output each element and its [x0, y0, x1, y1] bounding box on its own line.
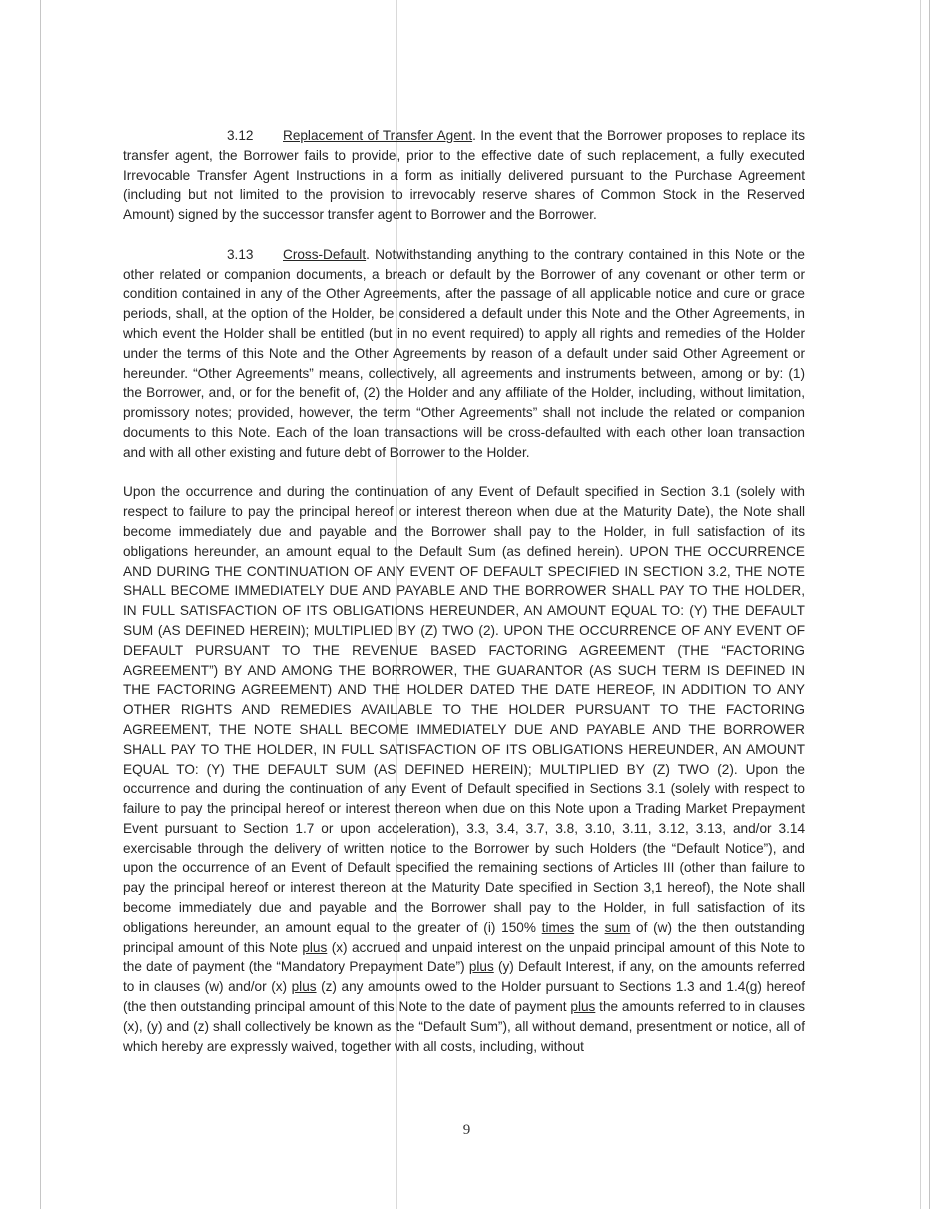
section-number: 3.13: [227, 246, 254, 262]
scan-right-margin-line: [920, 0, 921, 1209]
underlined-term: plus: [291, 979, 317, 995]
paragraph-text: (y) Default Interest, if any, on the amounts referred to in clauses (w) and/or (x): [123, 959, 806, 995]
underlined-term: plus: [468, 959, 494, 975]
scan-left-margin-line: [40, 0, 41, 1209]
paragraph-text: (x) accrued and unpaid interest on the unpaid principal amount of this Note to the date of payment (the “Mandatory Prepayment Date”): [123, 939, 805, 975]
document-body: [123, 126, 805, 1076]
section-text: . Notwithstanding anything to the contrary contained in this Note or the other related or companion documents, a breach or default by the Borrower of any covenant or other term or condition contained in any of the Other Agreements, after the passage of all applicable notice and cure or grace periods, shall, at the option of the Holder, be considered a default under this Note and the Other Agreements, in which event the Holder shall be entitled (but in no event required) to apply all rights and remedies of the Holder under the terms of this Note and the Other Agreements by reason of a default under said Other Agreement or hereunder. “Other Agreements” means, collectively, all agreements and instruments between, among or by: (1) the Borrower, and, or for the benefit of, (2) the Holder and any affiliate of the Holder, including, without limitation, promissory notes; provided, however, the term “Other Agreements” shall not include the related or companion documents to this Note. Each of the loan transactions will be cross-defaulted with each other loan transaction and with all other existing and future debt of Borrower to the Holder.: [123, 246, 805, 460]
page-number: 9: [462, 1122, 471, 1138]
section-text: . In the event that the Borrower proposes to replace its transfer agent, the Borrower fails to provide, prior to the effective date of such replacement, a fully executed Irrevocable Transfer Agent Instructions in a form as initially delivered pursuant to the Purchase Agreement (including but not limited to the provision to irrevocably reserve shares of Common Stock in the Reserved Amount) signed by the successor transfer agent to Borrower and the Borrower.: [123, 128, 805, 223]
section-3-12: [123, 126, 805, 225]
scan-right-edge-line: [929, 0, 930, 1209]
paragraph-text: the: [574, 919, 605, 935]
underlined-term: times: [541, 919, 575, 935]
section-3-13: [123, 245, 805, 463]
section-number: 3.12: [227, 128, 254, 143]
section-heading: Replacement of Transfer Agent: [283, 128, 473, 143]
paragraph-text: of (w) the then outstanding principal amount of this Note: [123, 919, 805, 955]
underlined-term: sum: [604, 919, 631, 935]
paragraph-text: Upon the occurrence and during the continuation of any Event of Default specified in Section 3.1 (solely with respect to failure to pay the principal hereof or interest thereon when due at the Maturity Date), the Note shall become immediately due and payable and the Borrower shall pay to the Holder, in full satisfaction of its obligations hereunder, an amount equal to the Default Sum (as defined herein). UPON THE OCCURRENCE AND DURING THE CONTINUATION OF ANY EVENT OF DEFAULT SPECIFIED IN SECTION 3.2, THE NOTE SHALL BECOME IMMEDIATELY DUE AND PAYABLE AND THE BORROWER SHALL PAY TO THE HOLDER, IN FULL SATISFACTION OF ITS OBLIGATIONS HEREUNDER, AN AMOUNT EQUAL TO: (Y) THE DEFAULT SUM (AS DEFINED HEREIN); MULTIPLIED BY (Z) TWO (2). UPON THE OCCURRENCE OF ANY EVENT OF DEFAULT PURSUANT TO THE REVENUE BASED FACTORING AGREEMENT (THE “FACTORING AGREEMENT”) BY AND AMONG THE BORROWER, THE GUARANTOR (AS SUCH TERM IS DEFINED IN THE FACTORING AGREEMENT) AND THE HOLDER DATED THE DATE HEREOF, IN ADDITION TO ANY OTHER RIGHTS AND REMEDIES AVAILABLE TO THE HOLDER PURSUANT TO THE FACTORING AGREEMENT, THE NOTE SHALL BECOME IMMEDIATELY DUE AND PAYABLE AND THE BORROWER SHALL PAY TO THE HOLDER, IN FULL SATISFACTION OF ITS OBLIGATIONS HEREUNDER, AN AMOUNT EQUAL TO: (Y) THE DEFAULT SUM (AS DEFINED HEREIN); MULTIPLIED BY (Z) TWO (2). Upon the occurrence and during the continuation of any Event of Default specified in Sections 3.1 (solely with respect to failure to pay the principal hereof or interest thereon when due on this Note upon a Trading Market Prepayment Event pursuant to Section 1.7 or upon acceleration), 3.3, 3.4, 3.7, 3.8, 3.10, 3.11, 3.12, 3.13, and/or 3.14 exercisable through the delivery of written notice to the Borrower by such Holders (the “Default Notice”), and upon the occurrence of an Event of Default specified the remaining sections of Articles III (other than failure to pay the principal hereof or interest thereon at the Maturity Date specified in Section 3,1 hereof), the Note shall become immediately due and payable and the Borrower shall pay to the Holder, in full satisfaction of its obligations hereunder, an amount equal to the greater of (i) 150%: [123, 484, 805, 935]
underlined-term: plus: [570, 999, 596, 1015]
paragraph-text: the amounts referred to in clauses (x), (y) and (z) shall collectively be known as the “Default Sum”), all without demand, presentment or notice, all of which hereby are expressly waived, together with all costs, including, without: [123, 999, 805, 1054]
section-heading: Cross-Default: [283, 246, 367, 262]
underlined-term: plus: [302, 939, 328, 955]
paragraph-text: (z) any amounts owed to the Holder pursuant to Sections 1.3 and 1.4(g) hereof (the then outstanding principal amount of this Note to the date of payment: [123, 979, 805, 1015]
default-remedies-paragraph: [123, 482, 805, 1056]
